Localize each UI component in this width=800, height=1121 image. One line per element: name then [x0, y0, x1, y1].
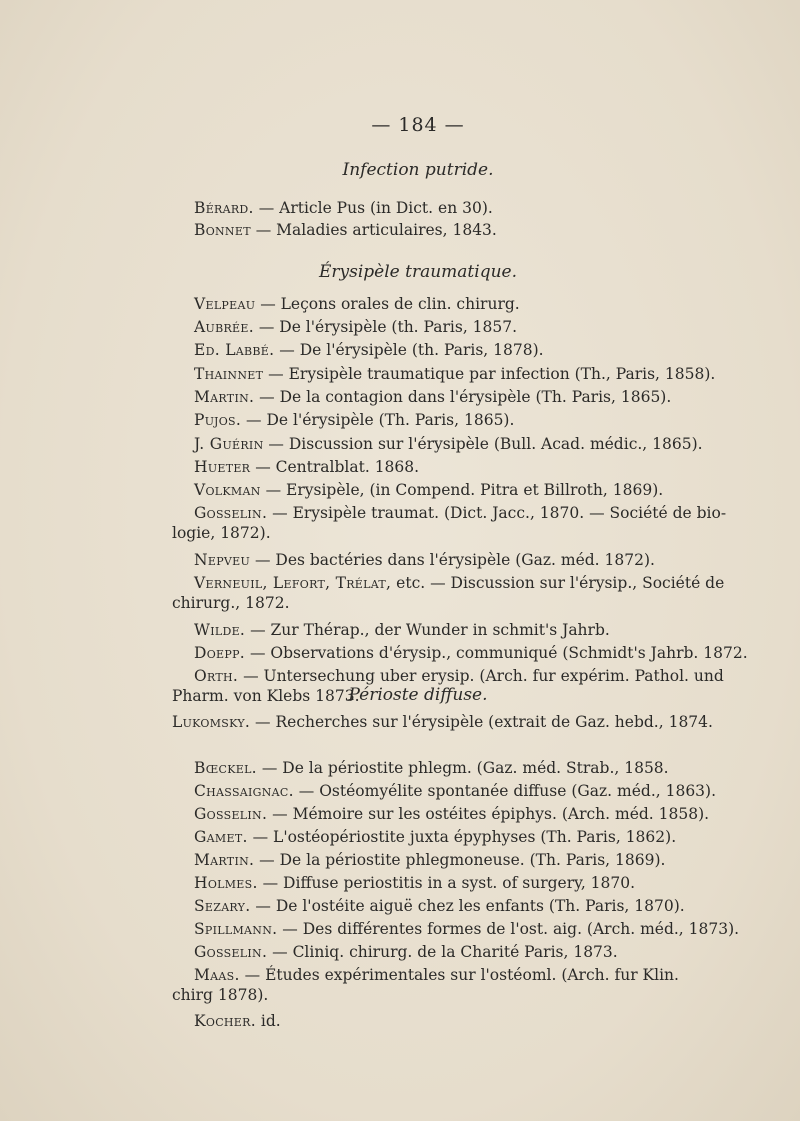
list-item: Thainnet — Erysipèle traumatique par infection (Th., Paris, 1858). — [194, 365, 716, 383]
list-item: Martin. — De la contagion dans l'érysipèle (Th. Paris, 1865). — [194, 388, 672, 406]
list-item: Martin. — De la périostite phlegmoneuse. (Th. Paris, 1869). — [194, 851, 666, 869]
list-item: Gamet. — L'ostéopériostite juxta épyphyses (Th. Paris, 1862). — [194, 828, 677, 846]
section-heading-erysipele: Érysipèle traumatique. — [318, 262, 517, 282]
list-item: Bonnet — Maladies articulaires, 1843. — [194, 221, 497, 239]
list-item: Hueter — Centralblat. 1868. — [194, 458, 420, 476]
list-item: J. Guérin — Discussion sur l'érysipèle (Bull. Acad. médic., 1865). — [194, 435, 703, 453]
list-item: Maas. — Études expérimentales sur l'ostéoml. (Arch. fur Klin. chirg 1878). — [172, 966, 679, 1004]
list-item: Doepp. — Observations d'érysip., communiqué (Schmidt's Jahrb. 1872. — [194, 644, 748, 662]
list-item: Verneuil, Lefort, Trélat, etc. — Discussion sur l'érysip., Société de chirurg., 1872. — [172, 574, 725, 612]
list-item: Velpeau — Leçons orales de clin. chirurg. — [194, 295, 520, 313]
page-number: — 184 — — [371, 114, 465, 136]
list-item: Lukomsky. — Recherches sur l'érysipèle (extrait de Gaz. hebd., 1874. — [172, 713, 713, 731]
list-item: Pujos. — De l'érysipèle (Th. Paris, 1865). — [194, 411, 515, 429]
list-item: Bérard. — Article Pus (in Dict. en 30). — [194, 199, 493, 217]
section-heading-infection: Infection putride. — [342, 160, 494, 180]
list-item: Chassaignac. — Ostéomyélite spontanée diffuse (Gaz. méd., 1863). — [194, 782, 717, 800]
list-item: Aubrée. — De l'érysipèle (th. Paris, 1857. — [194, 318, 518, 336]
section-heading-perioste: Périoste diffuse. — [348, 685, 488, 705]
list-item: Spillmann. — Des différentes formes de l'ost. aig. (Arch. méd., 1873). — [194, 920, 740, 938]
list-item: Nepveu — Des bactéries dans l'érysipèle (Gaz. méd. 1872). — [194, 551, 655, 569]
list-item: Gosselin. — Mémoire sur les ostéites épiphys. (Arch. méd. 1858). — [194, 805, 710, 823]
list-item: Bœckel. — De la périostite phlegm. (Gaz. méd. Strab., 1858. — [194, 759, 669, 777]
list-item: Ed. Labbé. — De l'érysipèle (th. Paris, 1878). — [194, 341, 544, 359]
list-item: Orth. — Untersechung uber erysip. (Arch. fur expérim. Pathol. und Pharm. von Klebs 1873. — [172, 667, 724, 705]
list-item: Gosselin. — Erysipèle traumat. (Dict. Jacc., 1870. — Société de bio- logie, 1872). — [172, 504, 727, 542]
list-item: Wilde. — Zur Thérap., der Wunder in schmit's Jahrb. — [194, 621, 610, 639]
list-item: Holmes. — Diffuse periostitis in a syst. of surgery, 1870. — [194, 874, 636, 892]
list-item: Volkman — Erysipèle, (in Compend. Pitra et Billroth, 1869). — [194, 481, 664, 499]
list-item: Gosselin. — Cliniq. chirurg. de la Charité Paris, 1873. — [194, 943, 618, 961]
list-item: Sezary. — De l'ostéite aiguë chez les enfants (Th. Paris, 1870). — [194, 897, 685, 915]
list-item: Kocher. id. — [194, 1012, 281, 1030]
